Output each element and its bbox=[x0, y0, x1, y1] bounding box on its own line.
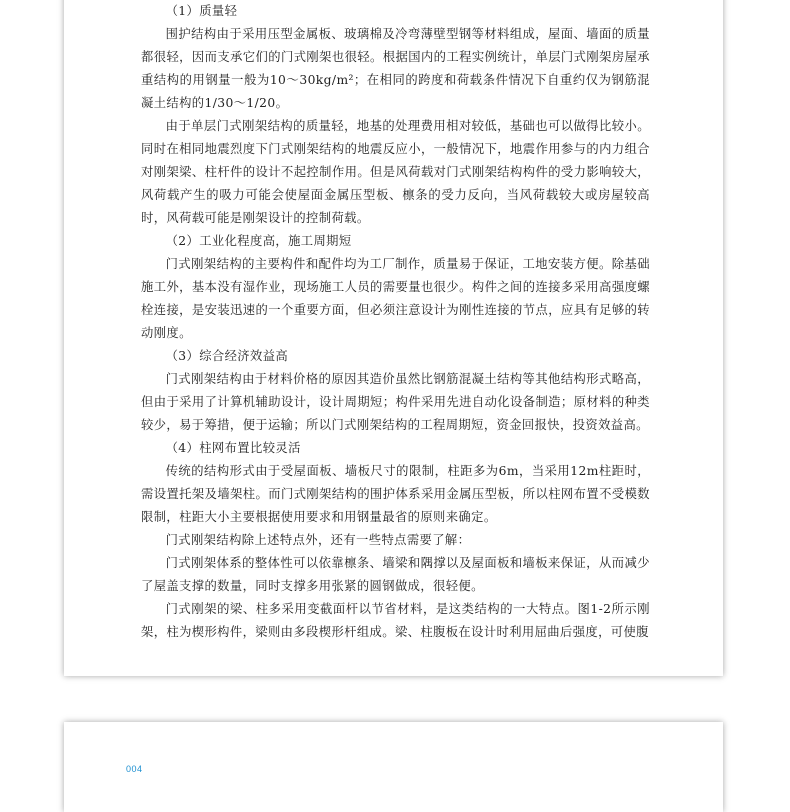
next-document-page bbox=[64, 722, 723, 812]
section-heading: （4）柱网布置比较灵活 bbox=[165, 441, 301, 455]
section-heading: （2）工业化程度高，施工周期短 bbox=[165, 234, 352, 248]
section-heading: （1）质量轻 bbox=[165, 4, 238, 18]
paragraph: 围护结构由于采用压型金属板、玻璃棉及冷弯薄壁型钢等材料组成，屋面、墙面的质量都很轻，因而支承它们的门式刚架也很轻。根据国内的工程实例统计，单层门式刚架房屋承重结构的用钢量一般为10～30kg/m²；在相同的跨度和荷载条件情况下自重约仅为钢筋混凝土结构的1/30～1/20。 bbox=[141, 27, 650, 110]
section-heading: （3）综合经济效益高 bbox=[165, 349, 289, 363]
paragraph: 门式刚架结构除上述特点外，还有一些特点需要了解： bbox=[165, 533, 471, 547]
paragraph: 门式刚架结构的主要构件和配件均为工厂制作，质量易于保证，工地安装方便。除基础施工外，基本没有湿作业，现场施工人员的需要量也很少。构件之间的连接多采用高强度螺栓连接，是安装迅速的一个重要方面，但必须注意设计为刚性连接的节点，应具有足够的转动刚度。 bbox=[141, 257, 650, 340]
document-page bbox=[64, 0, 723, 676]
body-text bbox=[141, 0, 650, 644]
paragraph: 传统的结构形式由于受屋面板、墙板尺寸的限制，柱距多为6m，当采用12m柱距时，需设置托架及墙架柱。而门式刚架结构的围护体系采用金属压型板，所以柱网布置不受模数限制，柱距大小主要根据使用要求和用钢量最省的原则来确定。 bbox=[141, 464, 650, 524]
paragraph: 门式刚架体系的整体性可以依靠檩条、墙梁和隅撑以及屋面板和墙板来保证，从而减少了屋盖支撑的数量，同时支撑多用张紧的圆钢做成，很轻便。 bbox=[141, 556, 650, 593]
paragraph: 门式刚架结构由于材料价格的原因其造价虽然比钢筋混凝土结构等其他结构形式略高，但由于采用了计算机辅助设计，设计周期短；构件采用先进自动化设备制造；原材料的种类较少，易于筹措，便于运输；所以门式刚架结构的工程周期短，资金回报快，投资效益高。 bbox=[141, 372, 650, 432]
paragraph: 门式刚架的梁、柱多采用变截面杆以节省材料，是这类结构的一大特点。图1-2所示刚架，柱为楔形构件，梁则由多段楔形杆组成。梁、柱腹板在设计时利用屈曲后强度，可使腹 bbox=[141, 602, 650, 639]
page-number: 004 bbox=[126, 764, 143, 774]
paragraph: 由于单层门式刚架结构的质量轻，地基的处理费用相对较低，基础也可以做得比较小。同时在相同地震烈度下门式刚架结构的地震反应小，一般情况下，地震作用参与的内力组合对刚架梁、柱杆件的设计不起控制作用。但是风荷载对门式刚架结构构件的受力影响较大，风荷载产生的吸力可能会使屋面金属压型板、檩条的受力反向，当风荷载较大或房屋较高时，风荷载可能是刚架设计的控制荷载。 bbox=[141, 119, 650, 225]
